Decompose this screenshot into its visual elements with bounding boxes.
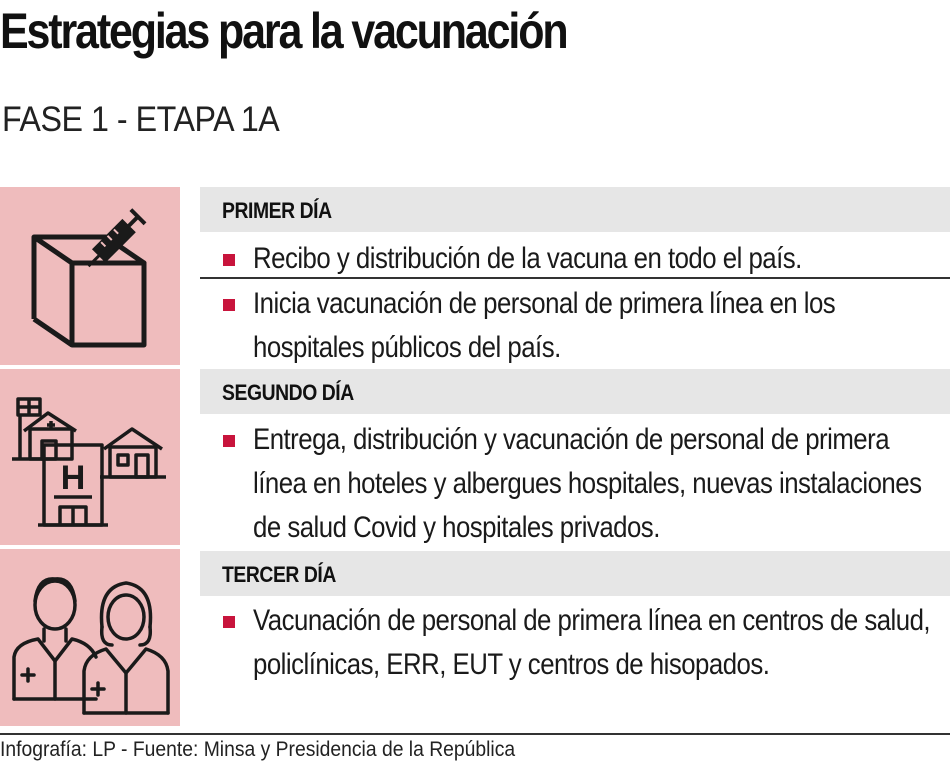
health-workers-icon: [0, 549, 180, 726]
bullet-square-icon: [223, 435, 235, 447]
day-label: TERCER DÍA: [222, 562, 336, 587]
list-item: [200, 416, 950, 548]
list-item: [200, 280, 950, 368]
day-header-3: [200, 551, 950, 596]
bullet-square-icon: [223, 254, 235, 266]
day-label: PRIMER DÍA: [222, 198, 332, 223]
svg-text:H: H: [60, 459, 86, 497]
page-title: Estrategias para la vacunación: [0, 3, 567, 59]
icon-panel-day-1: [0, 187, 180, 365]
list-item-text: Entrega, distribución y vacunación de personal de primera línea en hoteles y albergues hospitales, nuevas instalaciones de salud Covid y hospitales privados.: [253, 423, 922, 544]
bullet-square-icon: [223, 299, 235, 311]
divider: [200, 277, 950, 279]
bullet-square-icon: [223, 616, 235, 628]
hospital-buildings-icon: [0, 369, 180, 545]
list-item: [200, 235, 950, 277]
footer-divider: [0, 733, 950, 735]
icon-panel-day-3: [0, 549, 180, 726]
footer-credit: Infografía: LP - Fuente: Minsa y Presidencia de la República: [0, 738, 516, 761]
vaccine-box-icon: [0, 187, 180, 365]
page-subtitle: FASE 1 - ETAPA 1A: [2, 100, 280, 139]
list-item: [200, 597, 950, 687]
list-item-text: Recibo y distribución de la vacuna en todo el país.: [253, 242, 802, 275]
day-header-1: [200, 187, 950, 232]
icon-panel-day-2: [0, 369, 180, 545]
list-item-text: Vacunación de personal de primera línea en centros de salud, policlínicas, ERR, EUT y centros de hisopados.: [253, 604, 931, 681]
day-header-2: [200, 369, 950, 414]
list-item-text: Inicia vacunación de personal de primera línea en los hospitales públicos del país.: [253, 287, 836, 364]
day-label: SEGUNDO DÍA: [222, 380, 354, 405]
